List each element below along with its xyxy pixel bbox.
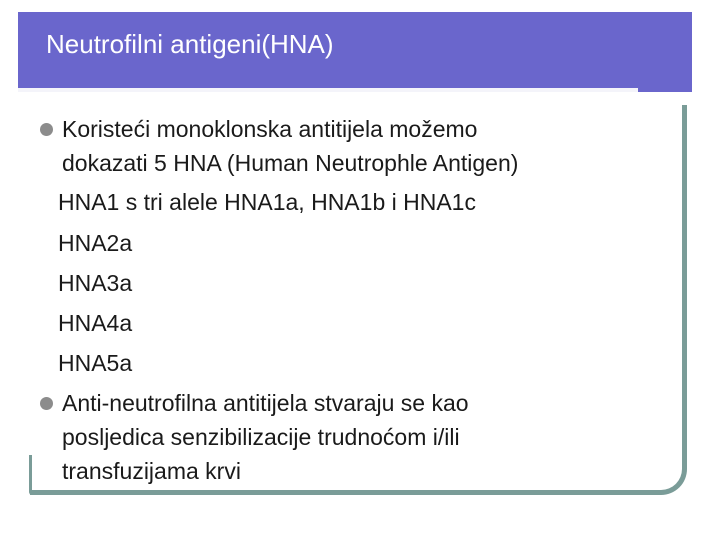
slide-title: Neutrofilni antigeni(HNA) [46, 29, 334, 59]
sub-line-hna5a: HNA5a [58, 350, 133, 376]
bullet-1-line-2: dokazati 5 HNA (Human Neutrophle Antigen) [62, 150, 519, 176]
bullet-2-line-3: transfuzijama krvi [62, 458, 241, 484]
sub-line-hna1: HNA1 s tri alele HNA1a, HNA1b i HNA1c [58, 189, 476, 215]
bullet-icon [40, 123, 53, 136]
sub-line-hna2a: HNA2a [58, 230, 133, 256]
bullet-2-line-1: Anti-neutrofilna antitijela stvaraju se kao [62, 390, 469, 416]
sub-line-hna4a: HNA4a [58, 310, 133, 336]
bullet-2-line-2: posljedica senzibilizacije trudnoćom i/ili [62, 424, 460, 450]
bullet-1-line-1: Koristeći monoklonska antitijela možemo [62, 116, 478, 142]
sub-line-hna3a: HNA3a [58, 270, 133, 296]
bullet-icon [40, 397, 53, 410]
